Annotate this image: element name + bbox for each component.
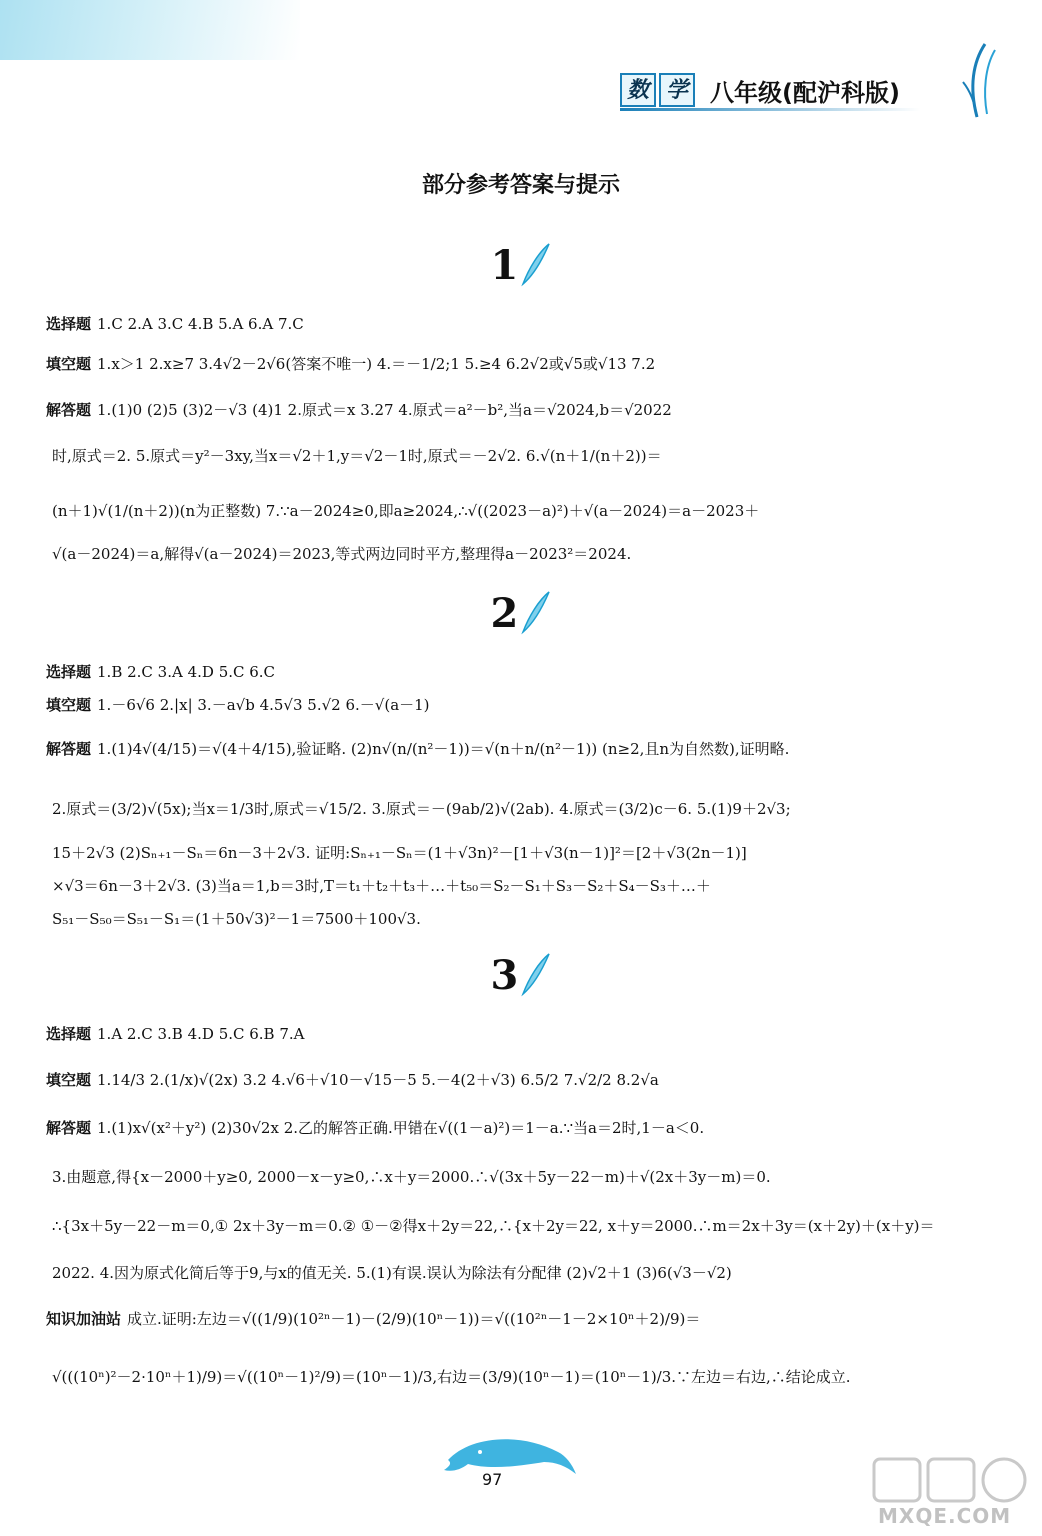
line-text: 1.－6√6 2.|x| 3.－a√b 4.5√3 5.√2 6.－√(a－1) (97, 696, 430, 714)
line-label: 填空题 (46, 696, 92, 714)
line-text: √(a－2024)＝a,解得√(a－2024)＝2023,等式两边同时平方,整理得a－2023²＝2024. (52, 545, 632, 563)
unit-number: 3 (490, 951, 519, 999)
answer-line (46, 875, 996, 897)
answer-line (46, 353, 996, 375)
feather-icon (955, 42, 1005, 122)
answer-line (46, 500, 996, 522)
line-label: 知识加油站 (46, 1310, 122, 1328)
line-text: 时,原式＝2. 5.原式＝y²－3xy,当x＝√2＋1,y＝√2－1时,原式＝－2√2. 6.√(n＋1/(n＋2))＝ (52, 447, 662, 465)
line-text: 2.原式＝(3/2)√(5x);当x＝1/3时,原式＝√15/2. 3.原式＝－(9ab/2)√(2ab). 4.原式＝(3/2)c－6. 5.(1)9＋2√3; (52, 800, 791, 818)
unit-heading-2 (0, 588, 1042, 648)
watermark-text: MXQE.COM (878, 1504, 1012, 1528)
answer-line (46, 543, 996, 565)
page-number: 97 (482, 1470, 503, 1489)
line-text: 15＋2√3 (2)Sₙ₊₁－Sₙ＝6n－3＋2√3. 证明:Sₙ₊₁－Sₙ＝(1＋√3n)²－[1＋√3(n－1)]²＝[2＋√3(2n－1)] (52, 844, 747, 862)
line-text: (n＋1)√(1/(n＋2))(n为正整数) 7.∵a－2024≥0,即a≥2024,∴√((2023－a)²)＋√(a－2024)＝a－2023＋ (52, 502, 760, 520)
line-label: 解答题 (46, 1119, 92, 1137)
line-text: 成立.证明:左边＝√((1/9)(10²ⁿ－1)－(2/9)(10ⁿ－1))＝√((10²ⁿ－1－2×10ⁿ＋2)/9)＝ (127, 1310, 701, 1328)
answer-line (46, 1023, 996, 1045)
line-text: 2022. 4.因为原式化简后等于9,与x的值无关. 5.(1)有误.误认为除法有分配律 (2)√2＋1 (3)6(√3－√2) (52, 1264, 732, 1282)
line-text: √(((10ⁿ)²－2·10ⁿ＋1)/9)＝√((10ⁿ－1)²/9)＝(10ⁿ－1)/3,右边＝(3/9)(10ⁿ－1)＝(10ⁿ－1)/3.∵左边＝右边,∴结论成立. (52, 1368, 851, 1386)
line-text: 3.由题意,得{x－2000＋y≥0, 2000－x－y≥0,∴x＋y＝2000.∴√(3x＋5y－22－m)＋√(2x＋3y－m)＝0. (52, 1168, 771, 1186)
line-text: 1.(1)4√(4/15)＝√(4＋4/15),验证略. (2)n√(n/(n²－1))＝√(n＋n/(n²－1)) (n≥2,且n为自然数),证明略. (97, 740, 790, 758)
line-text: 1.C 2.A 3.C 4.B 5.A 6.A 7.C (97, 315, 304, 333)
leaf-icon (519, 588, 551, 638)
line-label: 选择题 (46, 1025, 92, 1043)
answer-line (46, 313, 996, 335)
line-label: 填空题 (46, 355, 92, 373)
page-footer (440, 1430, 580, 1500)
line-label: 选择题 (46, 663, 92, 681)
subject-box-2: 学 (659, 73, 695, 107)
answer-line (46, 445, 996, 467)
unit-number: 2 (490, 589, 519, 637)
answer-line (46, 1308, 996, 1330)
answer-line (46, 842, 996, 864)
line-text: 1.x＞1 2.x≥7 3.4√2－2√6(答案不唯一) 4.＝－1/2;1 5.≥4 6.2√2或√5或√13 7.2 (97, 355, 656, 373)
unit-heading-1 (0, 240, 1042, 300)
answer-line (46, 694, 996, 716)
line-text: 1.A 2.C 3.B 4.D 5.C 6.B 7.A (97, 1025, 305, 1043)
watermark-logo (870, 1455, 1035, 1530)
leaf-icon (519, 950, 551, 1000)
answer-line (46, 1117, 996, 1139)
line-label: 填空题 (46, 1071, 92, 1089)
line-text: 1.B 2.C 3.A 4.D 5.C 6.C (97, 663, 276, 681)
header-underline (620, 108, 920, 111)
answer-line (46, 1215, 996, 1237)
answer-line (46, 738, 996, 760)
line-text: S₅₁－S₅₀＝S₅₁－S₁＝(1＋50√3)²－1＝7500＋100√3. (52, 910, 421, 928)
answer-line (46, 1069, 996, 1091)
answer-line (46, 1366, 996, 1388)
grade-label: 八年级(配沪科版) (710, 78, 900, 107)
line-label: 解答题 (46, 401, 92, 419)
line-text: 1.(1)x√(x²＋y²) (2)30√2x 2.乙的解答正确.甲错在√((1－a)²)＝1－a.∵当a＝2时,1－a＜0. (97, 1119, 705, 1137)
answer-stamp-icon (870, 1455, 1030, 1505)
book-header (620, 72, 900, 108)
answer-line (46, 1166, 996, 1188)
leaf-icon (519, 240, 551, 290)
line-text: ∴{3x＋5y－22－m＝0,① 2x＋3y－m＝0.② ①－②得x＋2y＝22,∴{x＋2y＝22, x＋y＝2000.∴m＝2x＋3y＝(x＋2y)＋(x＋y)＝ (52, 1217, 935, 1235)
line-text: ×√3＝6n－3＋2√3. (3)当a＝1,b＝3时,T＝t₁＋t₂＋t₃＋…＋t₅₀＝S₂－S₁＋S₃－S₂＋S₄－S₃＋…＋ (52, 877, 711, 895)
line-label: 选择题 (46, 315, 92, 333)
answer-line (46, 1262, 996, 1284)
line-text: 1.14/3 2.(1/x)√(2x) 3.2 4.√6＋√10－√15－5 5.－4(2＋√3) 6.5/2 7.√2/2 8.2√a (97, 1071, 659, 1089)
answer-line (46, 908, 996, 930)
page-title: 部分参考答案与提示 (421, 173, 620, 198)
answer-line (46, 399, 996, 421)
corner-color-wash (0, 0, 300, 60)
answer-line (46, 661, 996, 683)
subject-box-1: 数 (620, 73, 656, 107)
unit-number: 1 (490, 241, 519, 289)
line-label: 解答题 (46, 740, 92, 758)
unit-heading-3 (0, 950, 1042, 1010)
line-text: 1.(1)0 (2)5 (3)2－√3 (4)1 2.原式＝x 3.27 4.原式＝a²－b²,当a＝√2024,b＝√2022 (97, 401, 672, 419)
answer-line (46, 798, 996, 820)
dolphin-icon (440, 1430, 580, 1480)
